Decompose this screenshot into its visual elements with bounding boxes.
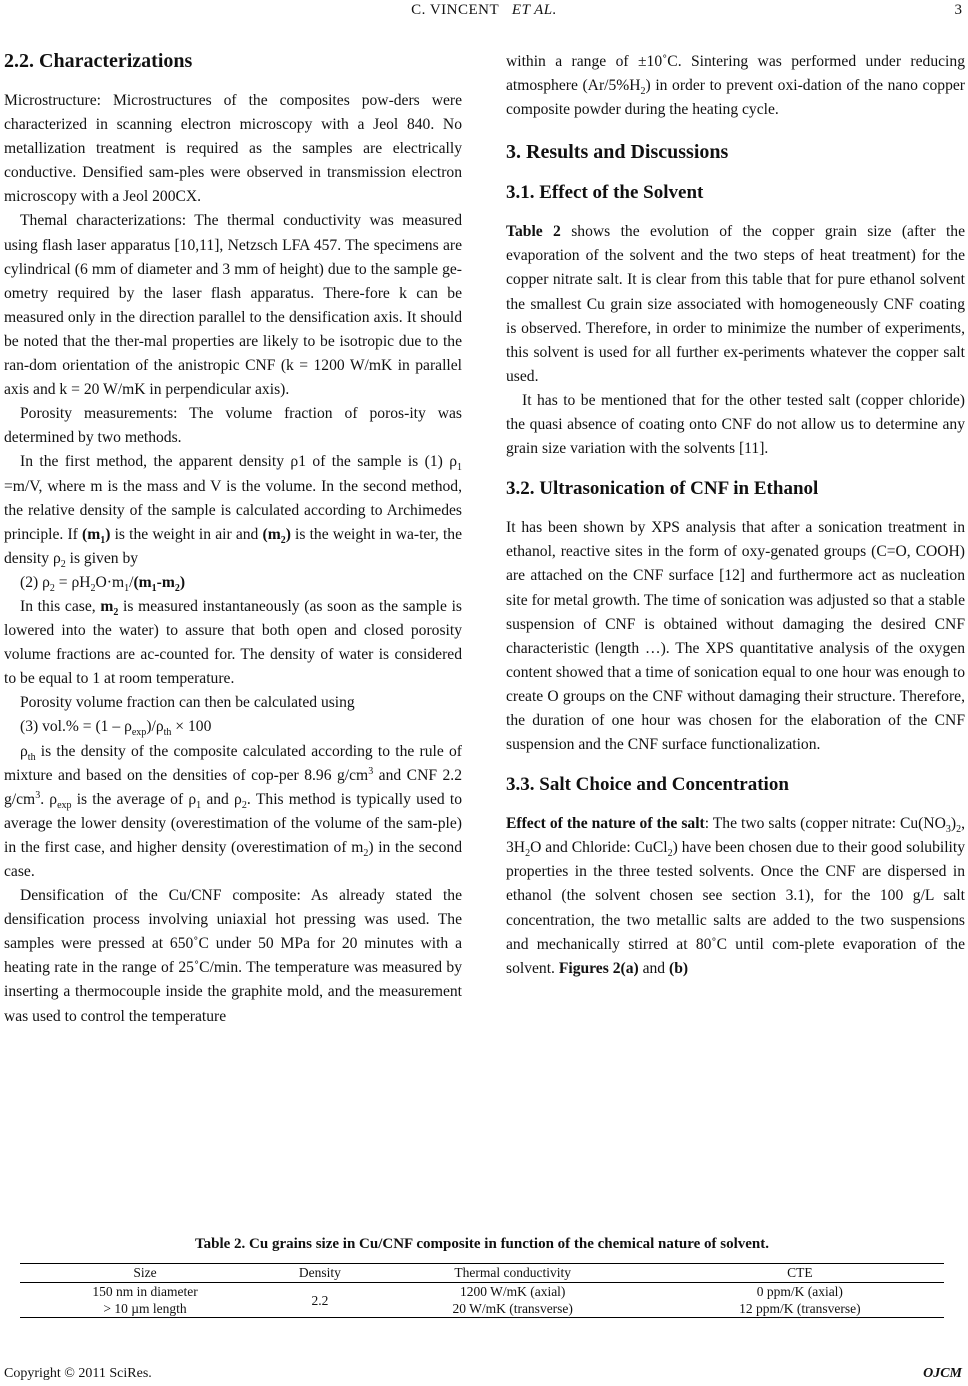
table-row	[20, 1300, 944, 1318]
properties-table	[20, 1263, 944, 1318]
table-caption: Table 2. Cu grains size in Cu/CNF composite in function of the chemical nature of solvent.	[194, 1236, 770, 1252]
paragraph-m2: In this case, $m_2$ is measured instantaneously (as soon as the sample is lowered into the water) to assure that both open and closed porosity volume fractions are ac-counted for. The density of water is considered to be equal to 1 at room temperature.	[4, 597, 463, 688]
section-heading-3-1: 3.1. Effect of the Solvent	[506, 182, 704, 204]
table-cell: 150 nm in diameter	[92, 1284, 198, 1299]
section-heading-3-2: 3.2. Ultrasonication of CNF in Ethanol	[506, 478, 819, 500]
table-header: Thermal conductivity	[370, 1264, 656, 1283]
running-head	[0, 2, 968, 19]
page-footer	[4, 1366, 964, 1386]
table-cell: 1200 W/mK (axial)	[459, 1284, 566, 1299]
section-heading-2-2: 2.2. Characterizations	[4, 50, 193, 72]
equation-2: (2) $\rho_2 = \rho H_2O\cdot m_1/(m_1-m_2)$	[20, 573, 186, 594]
paragraph-ultrasonication: It has been shown by XPS analysis that after a sonication treatment in ethanol, reactive sites in the form of oxy-genated groups (C=O, COOH) are attached on the CNF surface [12] and furthermore act as nucleation site for metal growth. The time of sonication was adjusted so that a stable suspension of CNF is obtained without damaging the desired CNF characteristic (length …). The XPS quantitative analysis of the oxygen content showed that a time of sonication equal to one hour was enough to create O groups on the CNF without damaging their structure. Therefore, the duration of one hour was chosen for the elaboration of the CNF suspension and the CNF surface functionalization.	[506, 519, 965, 754]
table-cell: 0 ppm/K (axial)	[756, 1284, 843, 1299]
paragraph-other-salt: It has to be mentioned that for the other tested salt (copper chloride) the quasi absence of coating onto CNF do not allow us to determine any grain size variation with the solvents [11].	[506, 391, 965, 458]
table-header: CTE	[656, 1264, 944, 1283]
section-heading-3: 3. Results and Discussions	[506, 141, 729, 164]
paragraph-salt-nature: Effect of the nature of the salt: The two salts (copper nitrate: $Cu(NO_3)_2$, $3H_2O$ and Chloride: CuCl$_2$) have been chosen due to their good solubility properties in the three tested solvents. Once the CNF are dispersed in ethanol (the solvent chosen see section 3.1), for the 100 g/L salt concentration, the two metallic salts are added to the two suspensions and mechanically stirred at 80˚C until com-plete evaporation of the solvent. Figures 2(a) and (b)	[506, 815, 965, 977]
journal-name: OJCM	[923, 1366, 962, 1381]
table-cell: 2.2	[270, 1283, 370, 1318]
paragraph-porosity-fraction: Porosity volume fraction can then be calculated using	[20, 694, 355, 712]
table-2	[20, 1236, 944, 1318]
paragraph-rho-th: $\rho_{th}$ is the density of the composite calculated according to the rule of mixture and based on the densities of cop-per 8.96 $g/cm^3$ and CNF 2.2 $g/cm^3$. $\rho_{exp}$ is the average of $\rho_1$ and $\rho_2$. This method is typically used to average the lower density (overestimation of the volume of the sam-ple) in the first case, and higher density (overestimation of $m_2$) in the second case.	[4, 742, 462, 880]
left-column	[4, 50, 462, 1029]
copyright: Copyright © 2011 SciRes.	[4, 1366, 152, 1381]
page-number: 3	[954, 2, 962, 18]
table-header: Size	[20, 1264, 270, 1283]
section-heading-3-3: 3.3. Salt Choice and Concentration	[506, 774, 789, 796]
paragraph-densification: Densification of the Cu/CNF composite: As already stated the densification process involving uniaxial hot pressing was used. The samples were pressed at 650˚C under 50 MPa for 20 minutes with a heating rate in the range of 25˚C/min. The temperature was measured by inserting a thermocouple inside the graphite mold, and the measurement was used to control the temperature	[4, 887, 462, 1025]
table-row	[20, 1283, 944, 1301]
table-cell: 20 W/mK (transverse)	[370, 1300, 656, 1318]
paragraph-solvent: Table 2 shows the evolution of the copper grain size (after the evaporation of the solvent and the two steps of heat treatment) for the copper nitrate salt. It is clear from this table that for pure ethanol solvent the smallest Cu grain size associated with homogeneously CNF coating is observed. Therefore, in order to minimize the number of experiments, this solvent is used for all further ex-periments whatever the copper salt used.	[506, 223, 966, 385]
paragraph-sintering: within a range of ±10˚C. Sintering was performed under reducing atmosphere $(Ar/5\%H_2)$ in order to prevent oxi-dation of the nano copper composite powder during the heating cycle.	[506, 53, 965, 119]
running-head-author: C. VINCENT	[411, 2, 500, 18]
table-header-row	[20, 1264, 944, 1283]
paragraph-microstructure: Microstructure: Microstructures of the composites pow-ders were characterized in scanning electron microscopy with a Jeol 840. No metallization treatment is required as the samples are electrically conductive. Densified sam-ples were observed in transmission electron microscopy with a Jeol 200CX.	[4, 92, 462, 206]
running-head-etal: ET AL.	[511, 2, 557, 18]
table-cell: > 10 µm length	[20, 1300, 270, 1318]
paragraph-first-method: In the first method, the apparent density ρ1 of the sample is (1) $\rho_1 =m/V$, where m is the mass and V is the volume. In the second method, the relative density of the sample is calculated according to Archimedes principle. If $(m_1)$ is the weight in air and $(m_2)$ is the weight in wa-ter, the density $\rho_2$ is given by	[4, 453, 462, 570]
paragraph-porosity: Porosity measurements: The volume fraction of poros-ity was determined by two methods.	[4, 405, 462, 447]
table-header: Density	[270, 1264, 370, 1283]
table-cell: 12 ppm/K (transverse)	[656, 1300, 944, 1318]
equation-3: (3) $vol.\% = (1 - \rho_{exp})/\rho_{th} \times 100$	[20, 718, 212, 739]
page-header	[0, 2, 968, 24]
paragraph-thermal: Themal characterizations: The thermal conductivity was measured using flash laser apparatus [10,11], Netzsch LFA 457. The specimens are cylindrical (6 mm of diameter and 3 mm of height) due to the sample ge-ometry required by the laser flash apparatus. There-fore k can be measured only in the direction parallel to the densification axis. It should be noted that the ther-mal properties are likely to be isotropic due to the ran-dom orientation of the anistropic CNF (k = 1200 W/mK in parallel axis and k = 20 W/mK in perpendicular axis).	[4, 212, 462, 399]
right-column	[506, 50, 965, 981]
